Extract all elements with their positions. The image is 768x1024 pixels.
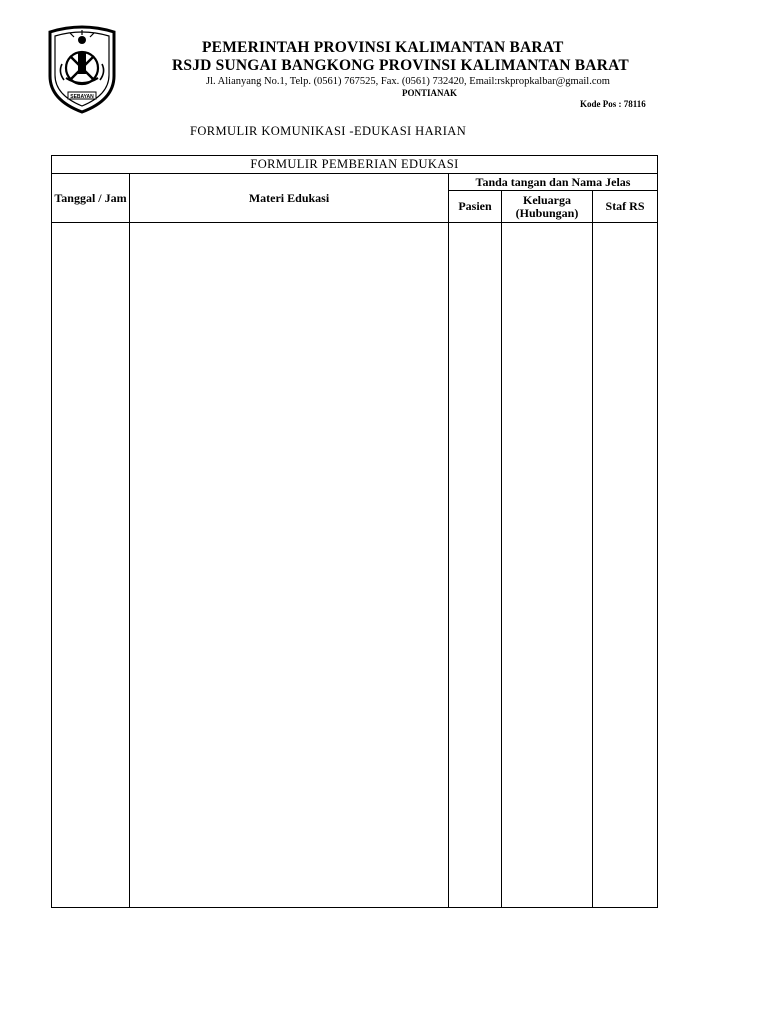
education-form-table: [51, 155, 658, 908]
header-address: Jl. Alianyang No.1, Telp. (0561) 767525, Fax. (0561) 732420, Email:rskpropkalbar@gmail.com: [206, 76, 610, 87]
svg-text:SEBAYAN: SEBAYAN: [70, 94, 94, 100]
column-header-patient: Pasien: [449, 191, 502, 223]
column-header-signature-group: Tanda tangan dan Nama Jelas: [449, 174, 658, 191]
patient-signature-cell[interactable]: [449, 223, 502, 908]
column-header-staff: Staf RS: [593, 191, 658, 223]
column-header-material: Materi Edukasi: [130, 174, 449, 223]
header-hospital-title: RSJD SUNGAI BANGKONG PROVINSI KALIMANTAN BARAT: [172, 57, 629, 74]
material-cell[interactable]: [130, 223, 449, 908]
family-signature-cell[interactable]: [502, 223, 593, 908]
column-header-family: Keluarga (Hubungan): [502, 191, 593, 223]
header-city: PONTIANAK: [402, 88, 458, 98]
column-header-date-time: Tanggal / Jam: [52, 174, 130, 223]
provincial-emblem-logo: [44, 24, 120, 114]
table-title: FORMULIR PEMBERIAN EDUKASI: [52, 156, 658, 174]
header-government-title: PEMERINTAH PROVINSI KALIMANTAN BARAT: [202, 39, 564, 56]
header-postal-code: Kode Pos : 78116: [580, 99, 646, 109]
staff-signature-cell[interactable]: [593, 223, 658, 908]
date-time-cell[interactable]: [52, 223, 130, 908]
form-title: FORMULIR KOMUNIKASI -EDUKASI HARIAN: [190, 124, 467, 138]
